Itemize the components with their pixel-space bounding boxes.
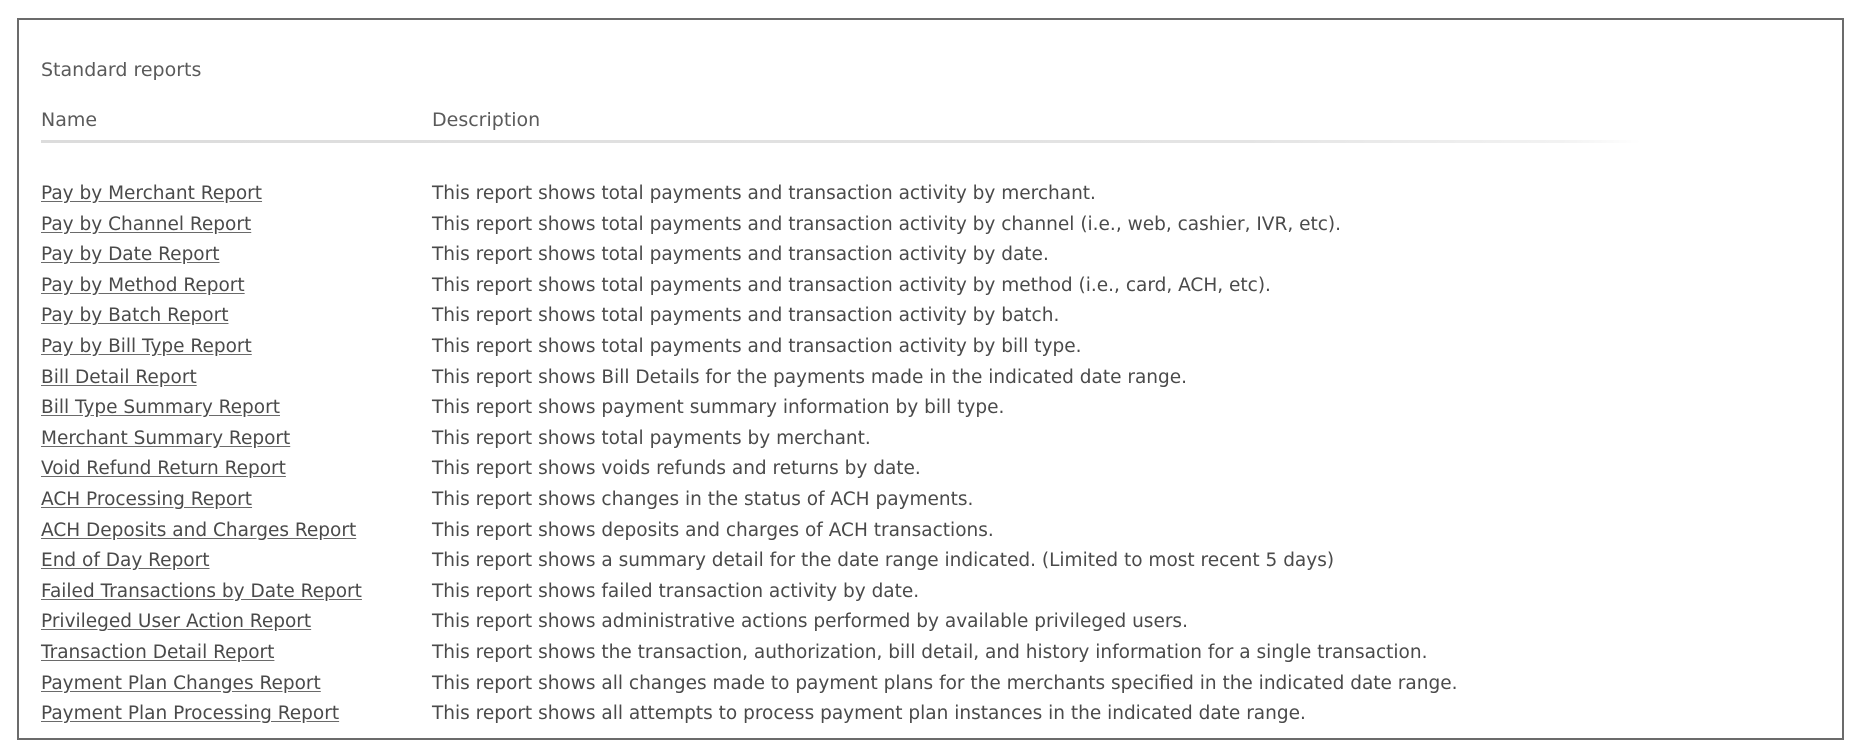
report-link-pay-by-batch[interactable]: Pay by Batch Report [41, 305, 229, 327]
report-link-bill-type-summary[interactable]: Bill Type Summary Report [41, 397, 280, 419]
report-description: This report shows all attempts to process payment plan instances in the indicated date range. [432, 703, 1306, 725]
report-link-pay-by-date[interactable]: Pay by Date Report [41, 244, 220, 266]
report-link-pay-by-method[interactable]: Pay by Method Report [41, 274, 245, 296]
report-description: This report shows payment summary information by bill type. [432, 397, 1005, 419]
table-row [41, 425, 1821, 456]
report-link-payment-plan-changes[interactable]: Payment Plan Changes Report [41, 672, 321, 694]
table-row [41, 700, 1821, 731]
report-description: This report shows administrative actions performed by available privileged users. [432, 611, 1188, 633]
table-row [41, 639, 1821, 670]
report-link-ach-deposits-charges[interactable]: ACH Deposits and Charges Report [41, 519, 357, 541]
table-row [41, 241, 1821, 272]
report-link-end-of-day[interactable]: End of Day Report [41, 550, 210, 572]
report-link-privileged-user-action[interactable]: Privileged User Action Report [41, 611, 312, 633]
table-row [41, 578, 1821, 609]
report-link-transaction-detail[interactable]: Transaction Detail Report [41, 641, 275, 663]
column-header-name: Name [41, 109, 98, 131]
report-link-pay-by-bill-type[interactable]: Pay by Bill Type Report [41, 335, 252, 357]
report-description: This report shows total payments and transaction activity by bill type. [432, 335, 1082, 357]
report-link-pay-by-merchant[interactable]: Pay by Merchant Report [41, 183, 263, 204]
report-description: This report shows changes in the status of ACH payments. [432, 488, 974, 510]
standard-reports-panel [17, 18, 1844, 740]
report-link-void-refund-return[interactable]: Void Refund Return Report [41, 458, 286, 480]
report-link-ach-processing[interactable]: ACH Processing Report [41, 488, 253, 510]
table-row [41, 302, 1821, 333]
report-link-merchant-summary[interactable]: Merchant Summary Report [41, 427, 291, 449]
report-description: This report shows all changes made to payment plans for the merchants specified in the indicated date range. [432, 672, 1458, 694]
table-row [41, 547, 1821, 578]
report-description: This report shows voids refunds and returns by date. [432, 458, 921, 480]
table-row [41, 333, 1821, 364]
section-title: Standard reports [41, 59, 202, 81]
header-divider [41, 140, 1641, 143]
report-description: This report shows total payments by merchant. [432, 427, 871, 449]
report-description: This report shows Bill Details for the payments made in the indicated date range. [432, 366, 1188, 388]
report-description: This report shows total payments and transaction activity by batch. [432, 305, 1060, 327]
report-link-bill-detail[interactable]: Bill Detail Report [41, 366, 197, 388]
report-description: This report shows failed transaction activity by date. [432, 580, 920, 602]
report-description: This report shows the transaction, authorization, bill detail, and history information for a single transaction. [432, 641, 1428, 663]
table-row [41, 180, 1821, 211]
table-row [41, 211, 1821, 242]
table-row [41, 608, 1821, 639]
table-row [41, 455, 1821, 486]
report-description: This report shows a summary detail for the date range indicated. (Limited to most recent 5 days) [432, 550, 1335, 572]
report-link-payment-plan-processing[interactable]: Payment Plan Processing Report [41, 703, 340, 725]
report-description: This report shows total payments and transaction activity by method (i.e., card, ACH, etc). [432, 274, 1271, 296]
report-description: This report shows total payments and transaction activity by channel (i.e., web, cashier, IVR, etc). [432, 213, 1341, 235]
table-row [41, 364, 1821, 395]
table-row [41, 486, 1821, 517]
report-description: This report shows deposits and charges of ACH transactions. [432, 519, 994, 541]
table-row [41, 670, 1821, 701]
table-header [41, 106, 1661, 138]
report-link-failed-transactions-by-date[interactable]: Failed Transactions by Date Report [41, 580, 362, 602]
report-link-pay-by-channel[interactable]: Pay by Channel Report [41, 213, 252, 235]
report-description: This report shows total payments and transaction activity by merchant. [432, 183, 1096, 204]
table-row [41, 272, 1821, 303]
table-row [41, 517, 1821, 548]
table-row [41, 394, 1821, 425]
report-description: This report shows total payments and transaction activity by date. [432, 244, 1049, 266]
column-header-description: Description [432, 109, 541, 131]
report-list [41, 180, 1821, 731]
